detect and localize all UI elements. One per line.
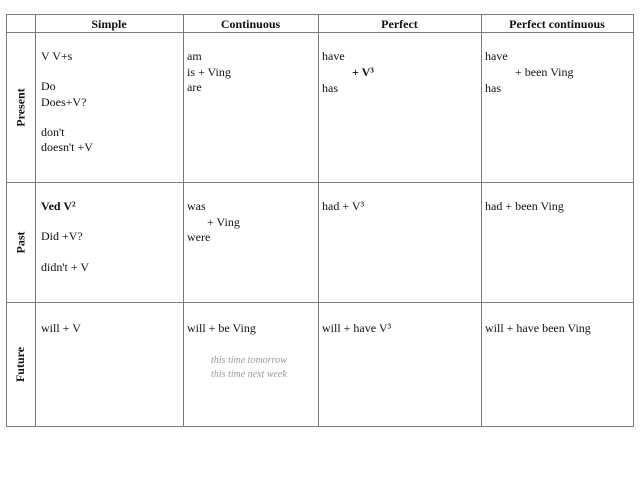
formula: didn't + V [41,260,90,274]
formula: V V+s [41,49,73,63]
formula: are [187,80,202,94]
marker: this time tomorrow [211,355,287,366]
formula: will + have V³ [322,321,392,335]
row-label-future: Future [13,346,28,382]
divider [35,15,36,426]
formula: has [322,81,338,95]
header-continuous: Continuous [220,17,281,31]
formula: Ved V² [41,199,76,213]
formula: Did +V? [41,229,83,243]
row-label-present: Present [13,87,28,127]
divider [481,15,482,426]
formula: Does+V? [41,95,87,109]
formula: don't [41,125,65,139]
divider [7,302,633,303]
header-perfect: Perfect [381,17,418,31]
formula: was [187,199,206,213]
formula: were [187,230,211,244]
formula: had + V³ [322,199,365,213]
formula: had + been Ving [485,199,564,213]
formula: + V³ [352,65,374,79]
formula: have [485,49,508,63]
formula: is + Ving [187,65,231,79]
formula: + been Ving [515,65,574,79]
row-label-past: Past [13,231,28,253]
formula: am [187,49,202,63]
header-perfect-continuous: Perfect continuous [509,17,605,31]
header-simple: Simple [91,17,127,31]
divider [7,32,633,33]
tenses-table [6,14,634,427]
formula: will + V [41,321,81,335]
formula: has [485,81,501,95]
divider [183,15,184,426]
formula: Do [41,79,56,93]
formula: will + have been Ving [485,321,591,335]
marker: this time next week [211,369,287,380]
formula: have [322,49,345,63]
formula: doesn't +V [41,140,93,154]
divider [318,15,319,426]
divider [7,182,633,183]
formula: + Ving [207,215,240,229]
formula: will + be Ving [187,321,256,335]
